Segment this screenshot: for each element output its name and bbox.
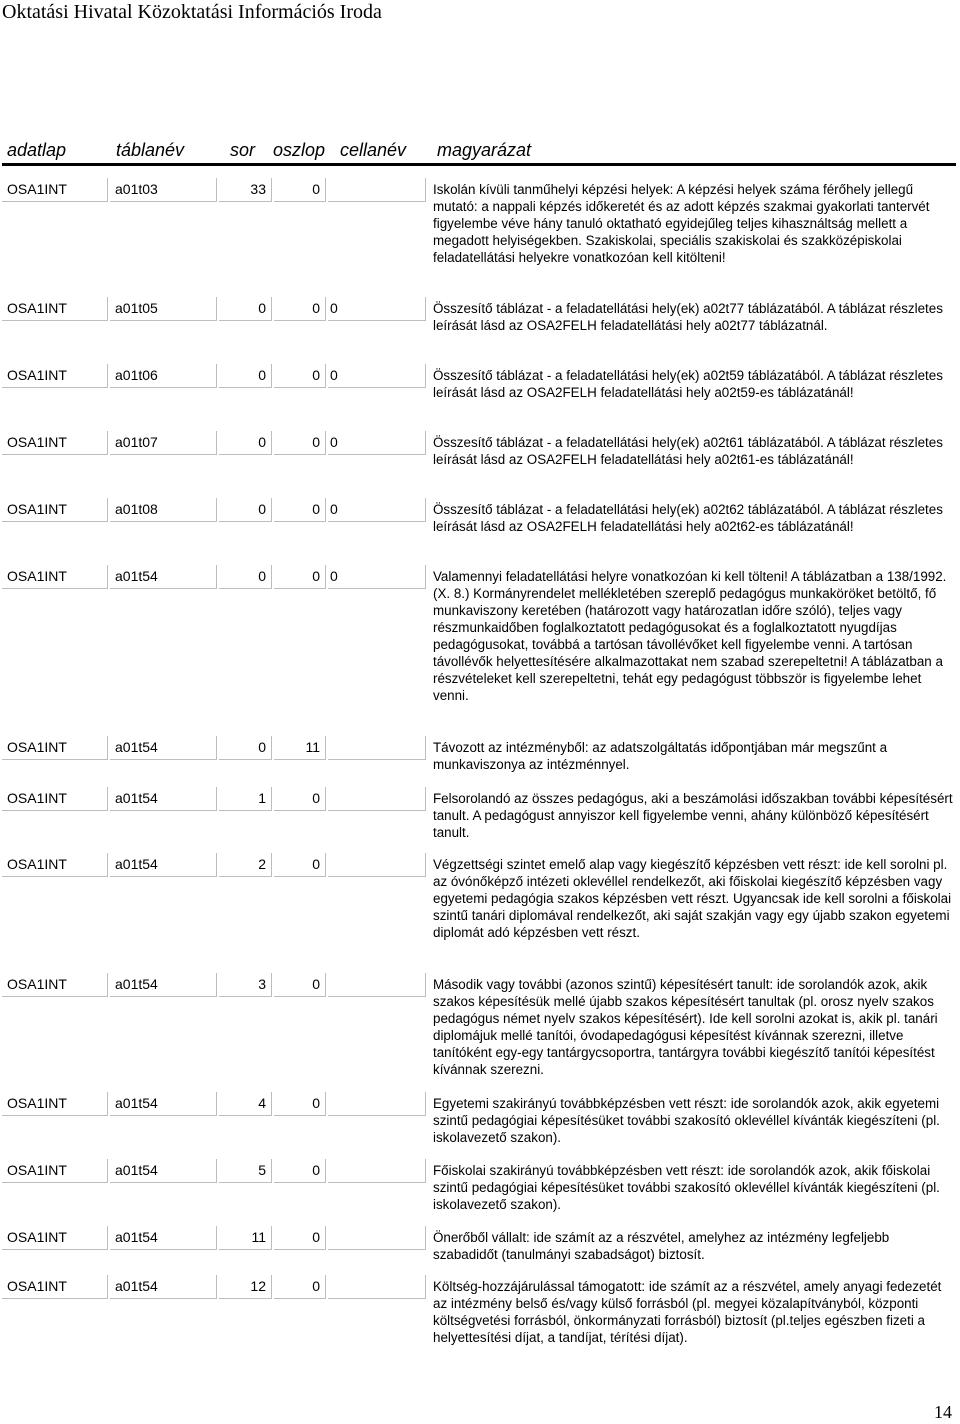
cell-sor: 0 <box>219 297 272 321</box>
cell-magyarazat: Főiskolai szakirányú továbbképzésben vett részt: ide sorolandók azok, akik főiskolai szintű pedagógiai képesítésüket további szakosító oklevéllel kívánták kiegészíteni (pl. iskolavezető szakon). <box>433 1163 940 1212</box>
cell-oszlop: 0 <box>274 565 326 589</box>
cell-cellanev: 0 <box>328 364 426 388</box>
cell-sor: 3 <box>219 973 272 997</box>
column-header-magyarazat: magyarázat <box>437 140 532 160</box>
cell-tablanev: a01t54 <box>110 1159 217 1183</box>
cell-oszlop: 0 <box>274 297 326 321</box>
cell-oszlop: 0 <box>274 1275 326 1299</box>
page-number: 14 <box>934 1402 952 1422</box>
cell-magyarazat: Összesítő táblázat - a feladatellátási hely(ek) a02t61 táblázatából. A táblázat részletes leírását lásd az OSA2FELH feladatellátási hely a02t61-es táblázatánál! <box>433 435 943 467</box>
cell-cellanev <box>328 853 426 877</box>
cell-adatlap: OSA1INT <box>2 973 108 997</box>
cell-oszlop: 0 <box>274 853 326 877</box>
cell-cellanev <box>328 1092 426 1116</box>
org-title: Oktatási Hivatal Közoktatási Információs Iroda <box>2 1 382 23</box>
cell-adatlap: OSA1INT <box>2 178 108 202</box>
cell-oszlop: 0 <box>274 1159 326 1183</box>
cell-cellanev <box>328 787 426 811</box>
cell-adatlap: OSA1INT <box>2 1159 108 1183</box>
cell-sor: 12 <box>219 1275 272 1299</box>
cell-magyarazat: Összesítő táblázat - a feladatellátási hely(ek) a02t59 táblázatából. A táblázat részletes leírását lásd az OSA2FELH feladatellátási hely a02t59-es táblázatánál! <box>433 368 943 400</box>
cell-tablanev: a01t08 <box>110 498 217 522</box>
cell-tablanev: a01t54 <box>110 973 217 997</box>
cell-cellanev <box>328 736 426 760</box>
cell-adatlap: OSA1INT <box>2 1092 108 1116</box>
cell-magyarazat: Felsorolandó az összes pedagógus, aki a beszámolási időszakban további képesítésért tanult. A pedagógust annyiszor kell figyelembe venni, ahány különböző képesítésért tanult. <box>433 791 953 840</box>
cell-oszlop: 0 <box>274 787 326 811</box>
cell-tablanev: a01t07 <box>110 431 217 455</box>
cell-magyarazat: Iskolán kívüli tanműhelyi képzési helyek: A képzési helyek száma férőhely jellegű mutató: a nappali képzés időkeretét és az adott képzés szakmai gyakorlati tantervét figyelembe véve hány tanuló oktatható egyidejűleg teljes kihasználtság mellett a megadott helyiségekben. Szakiskolai, speciális szakiskolai és szakközépiskolai feladatellátási helyekre vonatkozóan kell kitölteni! <box>433 182 930 265</box>
cell-adatlap: OSA1INT <box>2 736 108 760</box>
cell-sor: 2 <box>219 853 272 877</box>
cell-tablanev: a01t03 <box>110 178 217 202</box>
cell-tablanev: a01t54 <box>110 853 217 877</box>
cell-adatlap: OSA1INT <box>2 431 108 455</box>
cell-tablanev: a01t05 <box>110 297 217 321</box>
cell-adatlap: OSA1INT <box>2 364 108 388</box>
cell-oszlop: 0 <box>274 431 326 455</box>
cell-sor: 1 <box>219 787 272 811</box>
cell-adatlap: OSA1INT <box>2 1226 108 1250</box>
cell-cellanev: 0 <box>328 565 426 589</box>
cell-tablanev: a01t54 <box>110 1092 217 1116</box>
cell-sor: 5 <box>219 1159 272 1183</box>
column-header-sor: sor <box>230 140 256 160</box>
cell-tablanev: a01t54 <box>110 1226 217 1250</box>
cell-magyarazat: Második vagy további (azonos szintű) képesítésért tanult: ide sorolandók azok, akik szakos képesítésük mellé újabb szakos képesítésért tanultak (pl. orosz nyelv szakos pedagógus német nyelv szakos képesítésért). Ide kell sorolni azokat is, akik pl. tanári diplomájuk mellé tanítói, óvodapedagógusi képesítést kívánnak szerezni, illetve tanítóként egy-egy tantárgycsoportra, tantárgyra további kiegészítő tanítói képesítést kívánnak szerezni. <box>433 977 938 1077</box>
cell-cellanev <box>328 178 426 202</box>
cell-magyarazat: Távozott az intézményből: az adatszolgáltatás időpontjában már megszűnt a munkaviszonya az intézménnyel. <box>433 740 888 772</box>
cell-magyarazat: Költség-hozzájárulással támogatott: ide számít az a részvétel, amely anyagi fedezetét az intézmény belső és/vagy külső forrásból (pl. megyei közalapítványból, központi költségvetési forrásból, önkormányzati forrásból) biztosít (pl.teljes egészben fizeti a helyettesítési díjat, a tandíjat, térítési díjat). <box>433 1279 942 1345</box>
cell-cellanev <box>328 1275 426 1299</box>
cell-sor: 0 <box>219 364 272 388</box>
cell-cellanev <box>328 1226 426 1250</box>
cell-adatlap: OSA1INT <box>2 787 108 811</box>
cell-oszlop: 0 <box>274 498 326 522</box>
cell-adatlap: OSA1INT <box>2 853 108 877</box>
cell-oszlop: 0 <box>274 178 326 202</box>
cell-tablanev: a01t06 <box>110 364 217 388</box>
column-header-cellanev: cellanév <box>340 140 407 160</box>
column-header-row <box>0 138 960 164</box>
cell-oszlop: 0 <box>274 1226 326 1250</box>
column-header-adatlap: adatlap <box>7 140 67 160</box>
cell-oszlop: 0 <box>274 973 326 997</box>
cell-magyarazat: Végzettségi szintet emelő alap vagy kiegészítő képzésben vett részt: ide kell sorolni pl. az óvónőképző intézeti oklevéllel rendelkezőt, aki főiskolai kiegészítő képzésben vagy egyetemi pedagógia szakos képzésben vett részt. Ugyancsak ide kell sorolni a főiskolai szintű tanári diplomával rendelkezőt, aki saját szakján vagy egy újabb szakon egyetemi diplomát adó képzésben vett részt. <box>433 857 952 940</box>
cell-adatlap: OSA1INT <box>2 1275 108 1299</box>
cell-cellanev: 0 <box>328 498 426 522</box>
cell-magyarazat: Önerőből vállalt: ide számít az a részvétel, amelyhez az intézmény legfeljebb szabadidőt (tanulmányi szabadságot) biztosít. <box>433 1230 890 1262</box>
cell-cellanev: 0 <box>328 431 426 455</box>
cell-magyarazat: Valamennyi feladatellátási helyre vonatkozóan ki kell tölteni! A táblázatban a 138/1992. (X. 8.) Kormányrendelet mellékletében szereplő pedagógus munkaköröket betöltő, fő munkaviszony keretében (határozott vagy határozatlan időre szóló), teljes vagy részmunkaidőben foglalkoztatott pedagógusokat és a foglalkoztatott nyugdíjas pedagógusokat, továbbá a tartósan távollévőket kell figyelembe venni. A tartósan távollévők helyettesítésére alkalmazottakat nem szabad szerepeltetni! A táblázatban a részvételeket kell szerepeltetni, tehát egy pedagógust többször is figyelembe lehet venni. <box>433 569 947 703</box>
cell-adatlap: OSA1INT <box>2 498 108 522</box>
cell-cellanev: 0 <box>328 297 426 321</box>
cell-adatlap: OSA1INT <box>2 297 108 321</box>
column-header-tablanev: táblanév <box>116 140 185 160</box>
cell-tablanev: a01t54 <box>110 565 217 589</box>
cell-magyarazat: Összesítő táblázat - a feladatellátási hely(ek) a02t62 táblázatából. A táblázat részletes leírását lásd az OSA2FELH feladatellátási hely a02t62-es táblázatánál! <box>433 502 943 534</box>
cell-sor: 33 <box>219 178 272 202</box>
cell-oszlop: 11 <box>274 736 326 760</box>
cell-cellanev <box>328 1159 426 1183</box>
cell-sor: 0 <box>219 498 272 522</box>
column-header-oszlop: oszlop <box>273 140 326 160</box>
cell-adatlap: OSA1INT <box>2 565 108 589</box>
cell-oszlop: 0 <box>274 364 326 388</box>
cell-magyarazat: Összesítő táblázat - a feladatellátási hely(ek) a02t77 táblázatából. A táblázat részletes leírását lásd az OSA2FELH feladatellátási hely a02t77 táblázatnál. <box>433 301 943 333</box>
cell-tablanev: a01t54 <box>110 736 217 760</box>
cell-sor: 11 <box>219 1226 272 1250</box>
cell-sor: 0 <box>219 565 272 589</box>
cell-sor: 0 <box>219 431 272 455</box>
cell-cellanev <box>328 973 426 997</box>
cell-oszlop: 0 <box>274 1092 326 1116</box>
cell-tablanev: a01t54 <box>110 1275 217 1299</box>
cell-sor: 0 <box>219 736 272 760</box>
header-divider <box>2 163 956 166</box>
cell-magyarazat: Egyetemi szakirányú továbbképzésben vett részt: ide sorolandók azok, akik egyetemi szintű pedagógiai képesítésüket további szakosító oklevéllel kívánták kiegészíteni (pl. iskolavezető szakon). <box>433 1096 940 1145</box>
cell-tablanev: a01t54 <box>110 787 217 811</box>
cell-sor: 4 <box>219 1092 272 1116</box>
